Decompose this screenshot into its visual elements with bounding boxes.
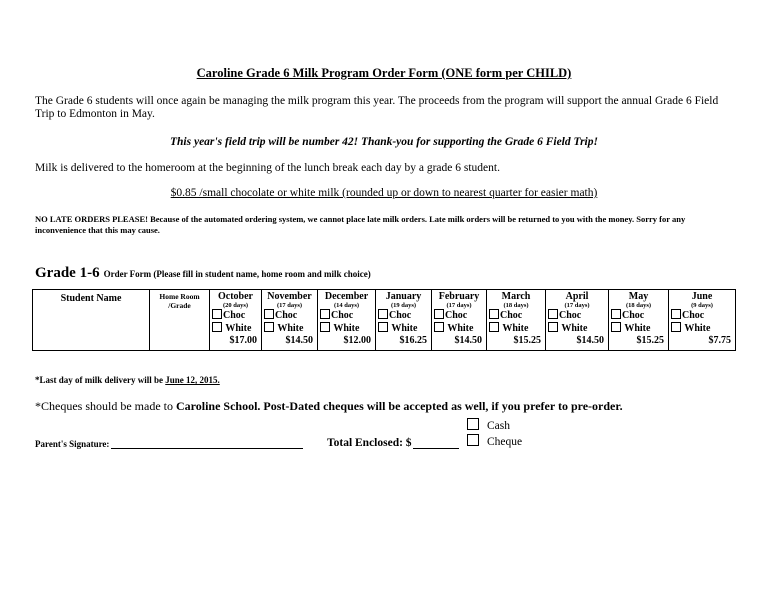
white-label: White [447,323,474,334]
month-cell-january [376,290,432,351]
choc-option[interactable] [210,309,261,322]
month-days: (17 days) [276,302,303,309]
white-checkbox[interactable] [264,322,274,332]
month-name: June [691,291,713,302]
price-note [0,187,768,199]
white-option[interactable] [487,322,545,335]
month-days: (17 days) [446,302,472,309]
month-cost: $12.00 [343,335,371,346]
white-option[interactable] [609,322,668,335]
student-name-cell[interactable] [33,290,150,351]
month-days: (14 days) [333,302,360,309]
month-days: (17 days) [564,302,590,309]
cheques-prefix: *Cheques should be made to [35,399,176,413]
white-option[interactable] [376,322,431,335]
month-name: February [438,291,480,302]
month-cost: $15.25 [636,335,664,346]
month-days: (9 days) [691,302,713,309]
payment-option-cheque[interactable] [467,434,522,448]
choc-checkbox[interactable] [671,309,681,319]
white-label: White [225,323,252,334]
month-name: January [385,291,422,302]
homeroom-cell[interactable] [150,290,210,351]
choc-checkbox[interactable] [611,309,621,319]
white-label: White [624,323,651,334]
order-form-heading [35,264,371,282]
month-name: December [324,291,369,302]
order-heading-grade: Grade 1-6 [35,265,100,281]
white-label: White [277,323,304,334]
cash-label: Cash [487,420,510,432]
signature-line[interactable] [111,448,303,449]
choc-option[interactable] [432,309,486,322]
cash-checkbox[interactable] [467,418,479,430]
cheques-payee: Caroline School. Post-Dated cheques will be accepted as well, if you prefer to pre-order. [175,399,623,413]
choc-checkbox[interactable] [264,309,274,319]
white-checkbox[interactable] [434,322,444,332]
white-option[interactable] [432,322,486,335]
parent-signature [35,439,303,449]
homeroom-header-line1: Home Room [159,292,200,301]
choc-option[interactable] [487,309,545,322]
choc-label: Choc [682,310,705,321]
white-checkbox[interactable] [212,322,222,332]
white-checkbox[interactable] [548,322,558,332]
choc-label: Choc [622,310,645,321]
month-cost: $14.50 [576,335,604,346]
order-row [33,290,736,351]
month-name: November [267,291,312,302]
choc-option[interactable] [376,309,431,322]
choc-label: Choc [500,310,523,321]
white-option[interactable] [669,322,735,335]
price-text: $0.85 /small chocolate or white milk (rounded up or down to nearest quarter for easier math) [170,187,598,199]
white-option[interactable] [262,322,317,335]
choc-checkbox[interactable] [548,309,558,319]
month-cell-october [210,290,262,351]
white-label: White [333,323,360,334]
choc-checkbox[interactable] [378,309,388,319]
white-checkbox[interactable] [378,322,388,332]
month-cell-february [432,290,487,351]
white-checkbox[interactable] [489,322,499,332]
choc-option[interactable] [262,309,317,322]
month-cost: $17.00 [229,335,257,346]
white-checkbox[interactable] [611,322,621,332]
month-name: May [628,291,649,302]
total-label: Total Enclosed: $ [327,437,412,449]
month-cost: $14.50 [454,335,482,346]
student-name-header: Student Name [60,293,122,304]
choc-checkbox[interactable] [212,309,222,319]
homeroom-header-line2: /Grade [168,301,191,310]
month-cost: $14.50 [285,335,313,346]
choc-label: Choc [445,310,468,321]
form-title: Caroline Grade 6 Milk Program Order Form (ONE form per CHILD) [196,66,572,80]
delivery-note: Milk is delivered to the homeroom at the beginning of the lunch break each day by a grade 6 student. [35,162,500,174]
month-cost: $16.25 [399,335,427,346]
last-day-prefix: *Last day of milk delivery will be [35,375,166,385]
month-days: (20 days) [222,302,249,309]
choc-option[interactable] [546,309,608,322]
month-days: (19 days) [390,302,417,309]
intro-paragraph: The Grade 6 students will once again be managing the milk program this year. The proceeds from the program will support the annual Grade 6 Field Trip to Edmonton in May. [35,95,719,120]
cheque-label: Cheque [487,436,523,448]
month-name: April [565,291,589,302]
month-cell-december [318,290,376,351]
white-label: White [684,323,711,334]
last-delivery-note [35,375,220,385]
month-days: (18 days) [625,302,652,309]
choc-checkbox[interactable] [320,309,330,319]
month-cell-november [262,290,318,351]
white-label: White [561,323,588,334]
white-option[interactable] [210,322,261,335]
white-option[interactable] [318,322,375,335]
late-orders-notice: NO LATE ORDERS PLEASE! Because of the automated ordering system, we cannot place late milk orders. Late milk orders will be returned to you with the money. Sorry for any inconvenience that this may cause. [35,214,686,235]
field-trip-note: This year's field trip will be number 42! Thank-you for supporting the Grade 6 Field Trip! [170,136,598,148]
white-label: White [502,323,529,334]
white-checkbox[interactable] [671,322,681,332]
choc-label: Choc [559,310,582,321]
month-cost: $15.25 [513,335,541,346]
month-cell-june [669,290,736,351]
month-name: October [218,291,253,302]
signature-label: Parent's Signature: [35,439,110,449]
order-table [32,289,736,351]
white-label: White [391,323,418,334]
cheques-note [35,399,623,414]
choc-checkbox[interactable] [434,309,444,319]
last-day-date: June 12, 2015. [165,375,220,385]
choc-option[interactable] [669,309,735,322]
total-enclosed [327,437,459,449]
cheque-checkbox[interactable] [467,434,479,446]
month-name: March [501,291,531,302]
white-option[interactable] [546,322,608,335]
choc-option[interactable] [318,309,375,322]
payment-option-cash[interactable] [467,418,510,432]
choc-label: Choc [389,310,412,321]
choc-label: Choc [331,310,354,321]
choc-option[interactable] [609,309,668,322]
choc-label: Choc [223,310,246,321]
choc-checkbox[interactable] [489,309,499,319]
month-cell-april [546,290,609,351]
white-checkbox[interactable] [320,322,330,332]
order-heading-instructions: Order Form (Please fill in student name, home room and milk choice) [103,269,371,279]
month-cell-may [609,290,669,351]
month-cost: $7.75 [708,335,731,346]
month-days: (18 days) [503,302,529,309]
month-cell-march [487,290,546,351]
choc-label: Choc [275,310,298,321]
homeroom-header [150,290,209,310]
total-amount-line[interactable] [413,448,459,449]
